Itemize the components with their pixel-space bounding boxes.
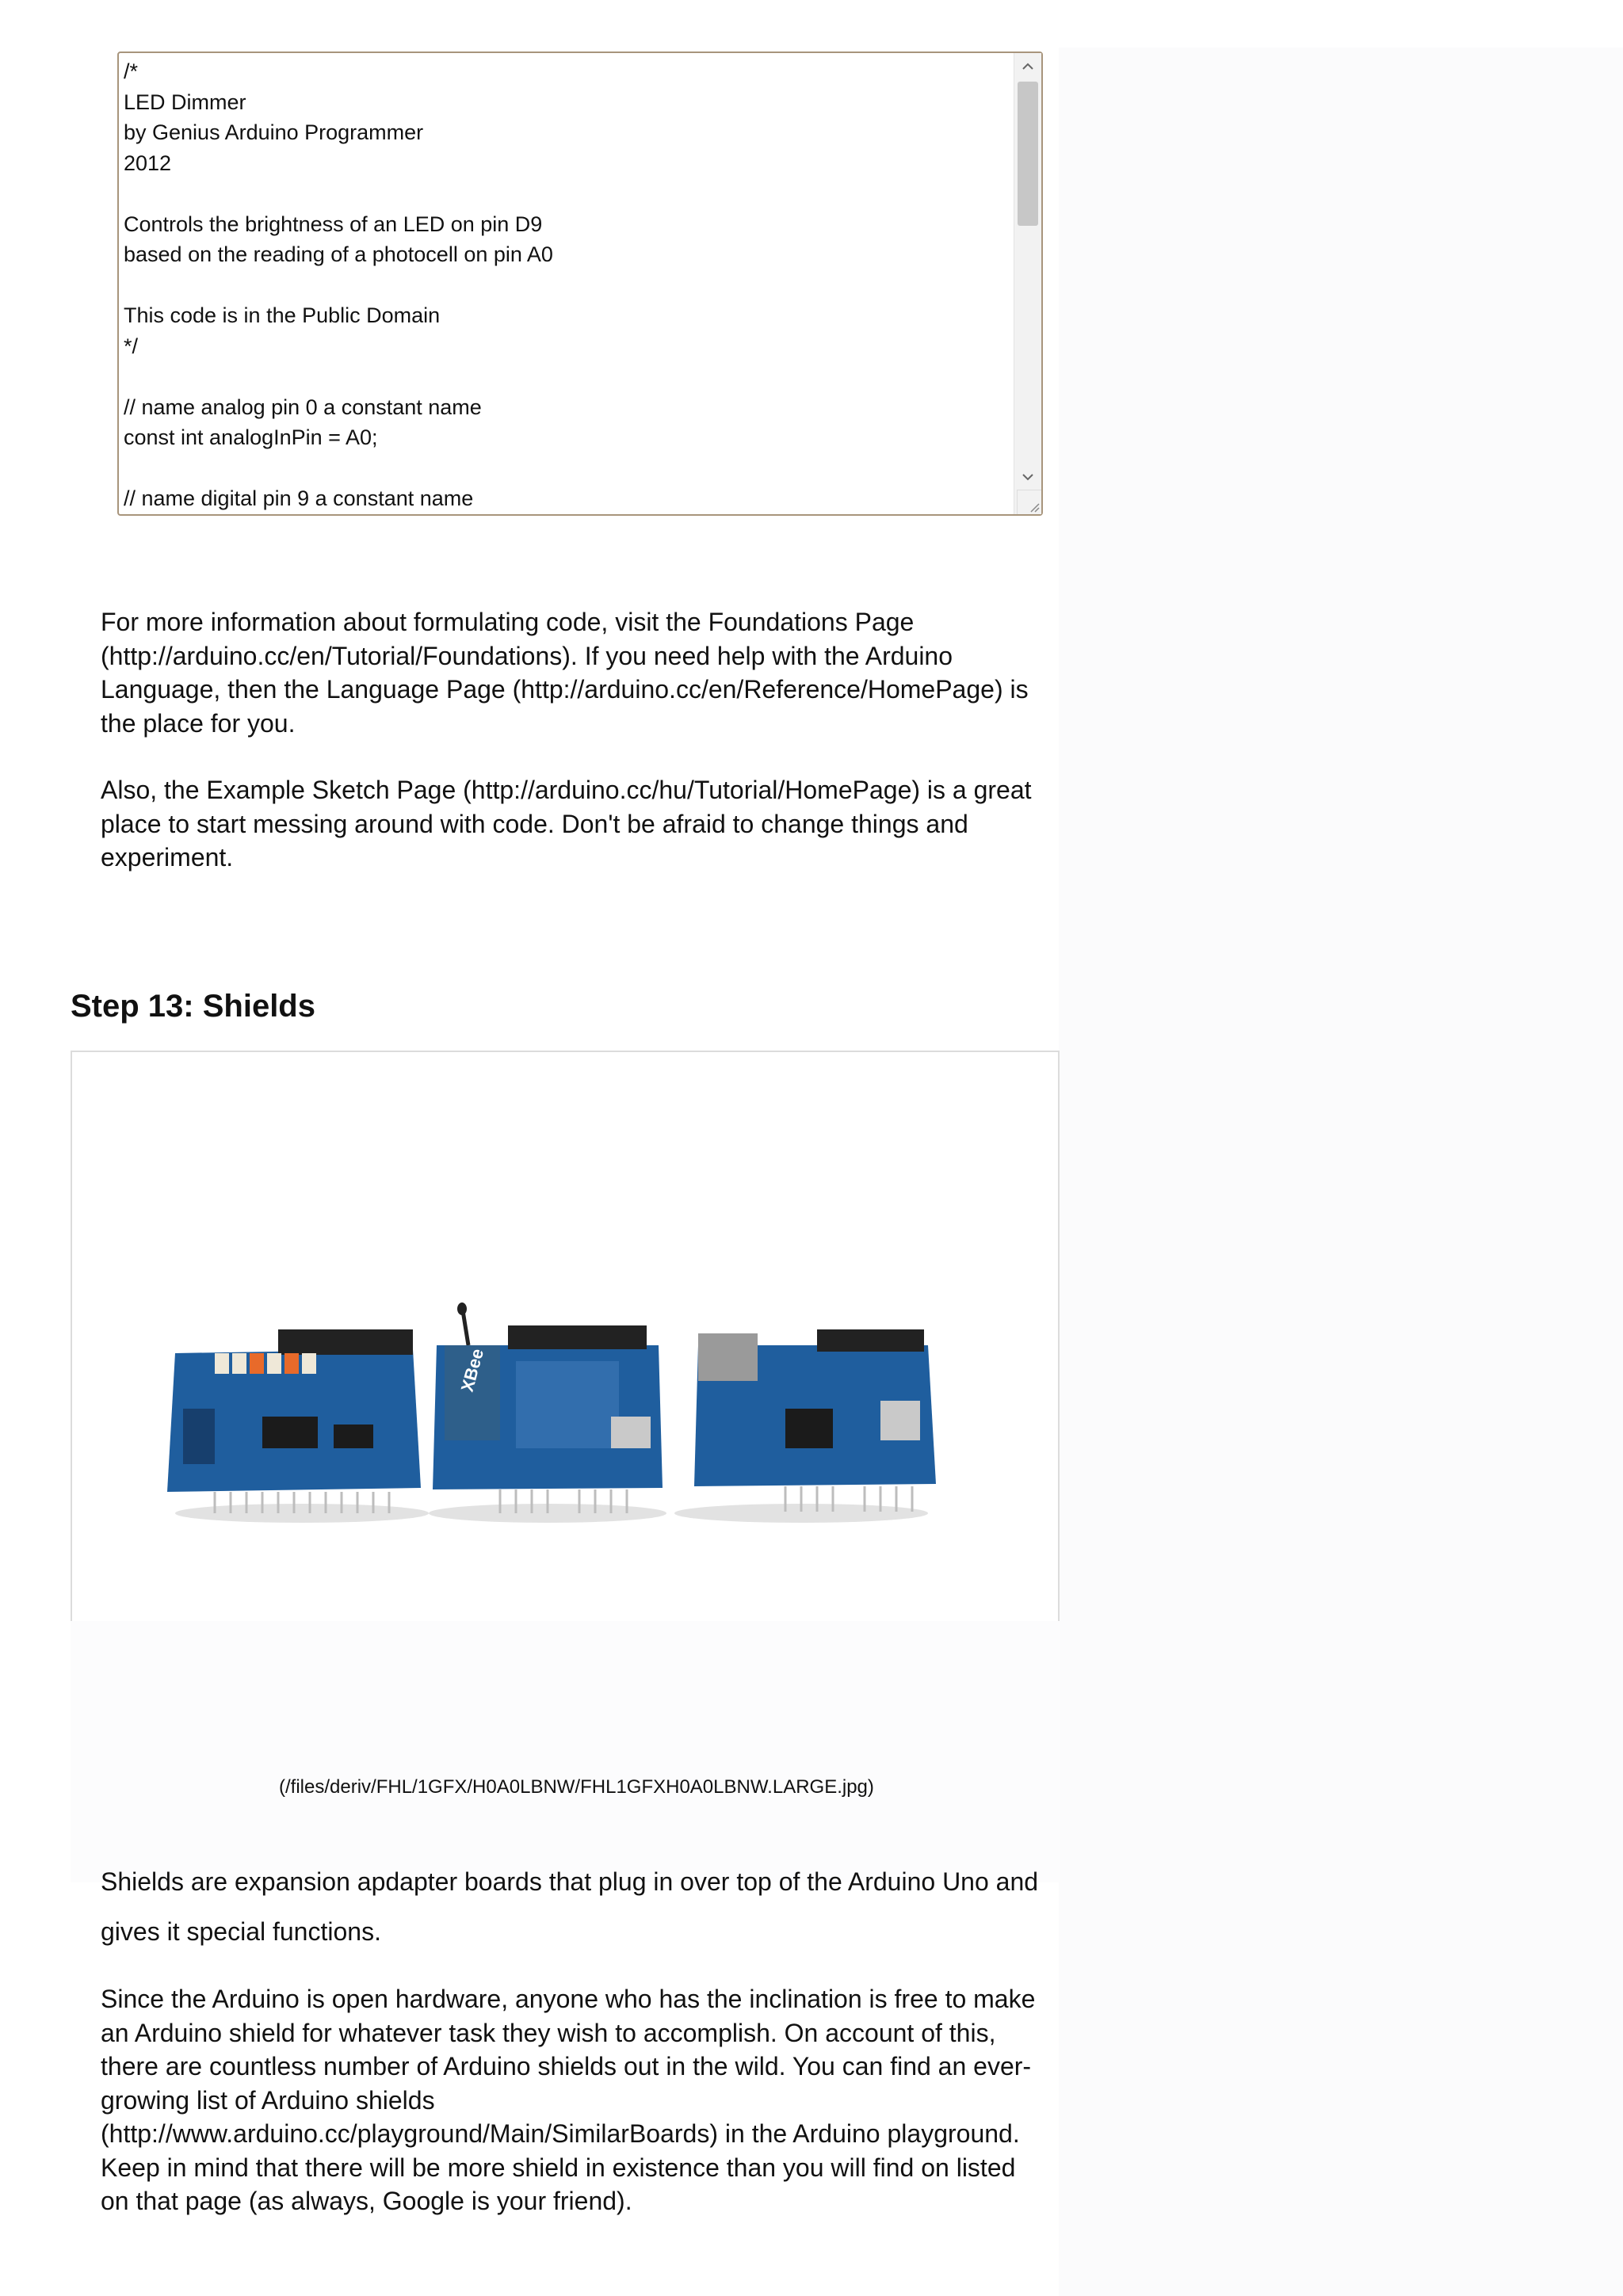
- code-line: [124, 453, 1013, 484]
- code-line: // name analog pin 0 a constant name: [124, 395, 482, 419]
- code-line: [124, 178, 1013, 209]
- code-line: Controls the brightness of an LED on pin D9: [124, 212, 543, 236]
- code-line: /*: [124, 59, 139, 83]
- vertical-scrollbar[interactable]: [1014, 53, 1041, 514]
- examples-paragraph: Also, the Example Sketch Page (http://arduino.cc/hu/Tutorial/HomePage) is a great place to start messing around with code. Don't be afraid to change things and experiment.: [101, 776, 1032, 871]
- clipped-text: Shields are expansion apdapter boards that plug in over top of the Arduino Uno and: [101, 1867, 1039, 1896]
- code-content[interactable]: [124, 56, 1013, 514]
- image-caption-area: [71, 1621, 1060, 1882]
- page-margin-shade: [1059, 48, 1623, 2296]
- code-line: by Genius Arduino Programmer: [124, 120, 424, 144]
- wireless-shield-board: [433, 1302, 663, 1513]
- code-line: // name digital pin 9 a constant name: [124, 486, 474, 510]
- step-title: Step 13: Shields: [71, 989, 315, 1024]
- code-line: [124, 270, 1013, 301]
- code-textarea[interactable]: [117, 51, 1043, 516]
- code-line: This code is in the Public Domain: [124, 303, 441, 327]
- code-line: const int analogInPin = A0;: [124, 425, 378, 449]
- shields-image-frame[interactable]: [71, 1051, 1060, 1621]
- image-caption-link[interactable]: (/files/deriv/FHL/1GFX/H0A0LBNW/FHL1GFXH0A0LBNW.LARGE.jpg): [279, 1776, 874, 1798]
- xbee-label: XBee: [456, 1346, 488, 1394]
- foundations-paragraph: For more information about formulating code, visit the Foundations Page (http://arduino.cc/en/Tutorial/Foundations). If you need help with the Arduino Language, then the Language Page (http://arduino.cc/en/Reference/HomePage) is the place for you.: [101, 608, 1029, 738]
- shields-body-paragraph: Since the Arduino is open hardware, anyone who has the inclination is free to make an Arduino shield for whatever task they wish to accomplish. On account of this, there are countless number of Arduino shields out in the wild. You can find an ever-growing list of Arduino shields (http://www.arduino.cc/playground/Main/SimilarBoards) in the Arduino playground. Keep in mind that there will be more shield in existence than you will find on listed on that page (as always, Google is your friend).: [101, 1985, 1036, 2215]
- code-line: 2012: [124, 151, 172, 175]
- motor-shield-board: [167, 1329, 421, 1513]
- ethernet-shield-board: [694, 1329, 936, 1512]
- scroll-down-icon[interactable]: [1014, 463, 1041, 490]
- shields-intro-end: gives it special functions.: [101, 1917, 381, 1946]
- scroll-up-icon[interactable]: [1014, 53, 1041, 80]
- code-line: [124, 361, 1013, 392]
- resize-grip-icon[interactable]: [1017, 490, 1041, 514]
- code-line: based on the reading of a photocell on pin A0: [124, 242, 553, 266]
- scrollbar-thumb[interactable]: [1018, 82, 1038, 226]
- shields-photo: [167, 1306, 968, 1535]
- clipped-text-line: [101, 1867, 1044, 1898]
- code-line: */: [124, 334, 139, 358]
- code-line: LED Dimmer: [124, 90, 246, 114]
